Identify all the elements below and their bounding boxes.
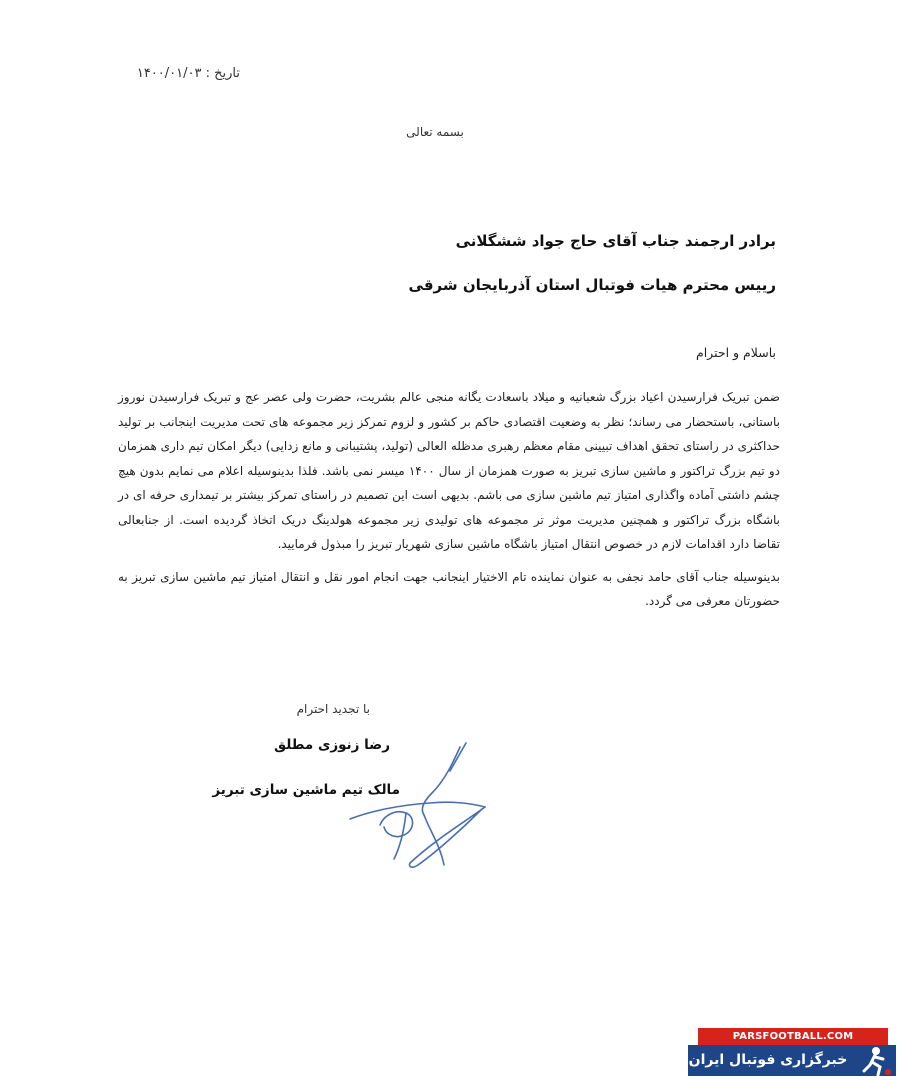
closing-remark: با تجدید احترام <box>296 702 370 716</box>
letter-date: تاریخ : ۱۴۰۰/۰۱/۰۳ <box>136 66 240 81</box>
signer-name: رضا زنوزی مطلق <box>274 737 390 753</box>
watermark-name: خبرگزاری فوتبال ایران <box>688 1045 848 1076</box>
letter-body <box>118 385 780 622</box>
signer-title: مالک تیم ماشین سازی تبریز <box>212 782 400 798</box>
handwritten-signature <box>340 735 500 880</box>
recipient-title: رییس محترم هیات فوتبال استان آذربایجان شرقی <box>408 276 776 294</box>
football-player-icon <box>848 1045 896 1076</box>
parsfootball-watermark <box>688 1028 896 1078</box>
watermark-url: PARSFOOTBALL.COM <box>698 1028 888 1045</box>
greeting: باسلام و احترام <box>695 345 776 360</box>
recipient-name: برادر ارجمند جناب آقای حاج جواد ششگلانی <box>455 232 776 250</box>
basmala-heading: بسمه تعالی <box>406 125 464 139</box>
body-paragraph-2: بدینوسیله جناب آقای حامد نجفی به عنوان نماینده تام الاختیار اینجانب جهت انجام امور نقل و انتقال امتیاز تیم ماشین سازی تبریز به حضورتان معرفی می گردد. <box>118 569 780 608</box>
body-paragraph-1: ضمن تبریک فرارسیدن اعیاد بزرگ شعبانیه و میلاد باسعادت یگانه منجی عالم بشریت، حضرت ولی عصر عج و تبریک فرارسیدن نوروز باستانی، باستحضار می رساند؛ نظر به وضعیت اقتصادی حاکم بر کشور و لزوم تمرکز زیر مجموعه های تحت مدیریت اینجانب بر تولید حداکثری در راستای تحقق اهداف تبیینی مقام معظم رهبری مدظله العالی (تولید، پشتیبانی و مانع زدایی) دیگر امکان تیم داری همزمان دو تیم بزرگ تراکتور و ماشین سازی تبریز به صورت همزمان از سال ۱۴۰۰ میسر نمی باشد. فلذا بدینوسیله اعلام می نمایم بدون هیچ چشم داشتی آماده واگذاری امتیاز تیم ماشین سازی می باشم. بدیهی است این تصمیم در راستای تمرکز بیشتر بر تیمداری حرفه ای در باشگاه بزرگ تراکتور و همچنین مدیریت موثر تر مجموعه های تولیدی زیر مجموعه هولدینگ دریک اتخاذ گردیده است. از جنابعالی تقاضا دارد اقدامات لازم در خصوص انتقال امتیاز باشگاه ماشین سازی شهریار تبریز را مبذول فرمایید. <box>118 390 780 551</box>
